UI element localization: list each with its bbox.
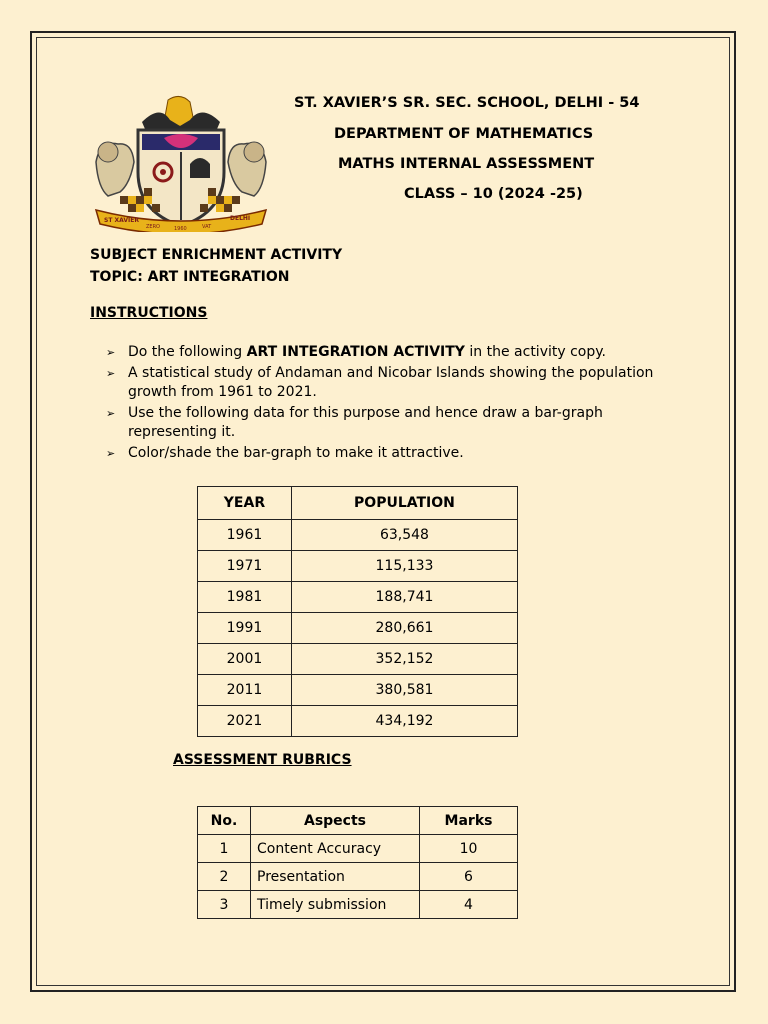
instruction-text: Use the following data for this purpose and hence draw a bar-graph representing it. [128, 405, 603, 440]
column-header-aspects: Aspects [251, 807, 420, 835]
aspect-cell: Timely submission [251, 891, 420, 919]
population-cell: 188,741 [291, 582, 517, 613]
table-row [198, 891, 518, 919]
year-cell: 2011 [198, 675, 292, 706]
table-row [198, 613, 518, 644]
table-row [198, 675, 518, 706]
column-header-no: No. [198, 807, 251, 835]
arrow-bullet-icon: ➢ [106, 367, 116, 380]
table-row [198, 835, 518, 863]
table-header-row [198, 807, 518, 835]
table-header-row [198, 487, 518, 520]
aspect-cell: Content Accuracy [251, 835, 420, 863]
instruction-item [106, 343, 686, 362]
table-row [198, 551, 518, 582]
table-row [198, 644, 518, 675]
column-header-population: POPULATION [291, 487, 517, 520]
crest-banner-left: ST XAVIER [104, 217, 139, 224]
number-cell: 3 [198, 891, 251, 919]
school-crest-logo [90, 92, 272, 232]
table-row [198, 863, 518, 891]
topic-heading: TOPIC: ART INTEGRATION [90, 269, 290, 285]
arrow-bullet-icon: ➢ [106, 407, 116, 420]
aspect-cell: Presentation [251, 863, 420, 891]
population-cell: 63,548 [291, 520, 517, 551]
instruction-text: Do the following [128, 344, 247, 360]
rubrics-table [197, 806, 518, 919]
instruction-item [106, 444, 686, 463]
instruction-item [106, 364, 686, 402]
population-cell: 352,152 [291, 644, 517, 675]
class-title: CLASS – 10 (2024 -25) [404, 186, 583, 202]
department-title: DEPARTMENT OF MATHEMATICS [334, 126, 594, 142]
year-cell: 1961 [198, 520, 292, 551]
population-cell: 280,661 [291, 613, 517, 644]
table-row [198, 520, 518, 551]
column-header-marks: Marks [420, 807, 518, 835]
crest-banner-right: DELHI [230, 215, 251, 222]
crest-banner-small2: VAT [202, 224, 212, 230]
marks-cell: 4 [420, 891, 518, 919]
crest-banner-small1: ZERO [146, 224, 160, 230]
marks-cell: 6 [420, 863, 518, 891]
instructions-heading: INSTRUCTIONS [90, 305, 208, 321]
number-cell: 1 [198, 835, 251, 863]
population-cell: 380,581 [291, 675, 517, 706]
table-row [198, 582, 518, 613]
number-cell: 2 [198, 863, 251, 891]
assessment-title: MATHS INTERNAL ASSESSMENT [338, 156, 595, 172]
instructions-list [106, 343, 686, 465]
population-table [197, 486, 518, 737]
school-name: ST. XAVIER’S SR. SEC. SCHOOL, DELHI - 54 [294, 95, 640, 111]
subject-heading: SUBJECT ENRICHMENT ACTIVITY [90, 247, 343, 263]
table-row [198, 706, 518, 737]
population-cell: 115,133 [291, 551, 517, 582]
instruction-text: A statistical study of Andaman and Nicobar Islands showing the population growth from 1961 to 2021. [128, 365, 654, 400]
column-header-year: YEAR [198, 487, 292, 520]
year-cell: 1971 [198, 551, 292, 582]
arrow-bullet-icon: ➢ [106, 447, 116, 460]
rubrics-heading: ASSESSMENT RUBRICS [173, 752, 352, 768]
instruction-bold-text: ART INTEGRATION ACTIVITY [246, 344, 465, 360]
year-cell: 1981 [198, 582, 292, 613]
instruction-text: Color/shade the bar-graph to make it attractive. [128, 445, 464, 461]
marks-cell: 10 [420, 835, 518, 863]
year-cell: 2021 [198, 706, 292, 737]
crest-banner-mid: 1960 [174, 226, 187, 232]
year-cell: 1991 [198, 613, 292, 644]
year-cell: 2001 [198, 644, 292, 675]
instruction-text: in the activity copy. [464, 344, 606, 360]
population-cell: 434,192 [291, 706, 517, 737]
arrow-bullet-icon: ➢ [106, 346, 116, 359]
instruction-item [106, 404, 686, 442]
